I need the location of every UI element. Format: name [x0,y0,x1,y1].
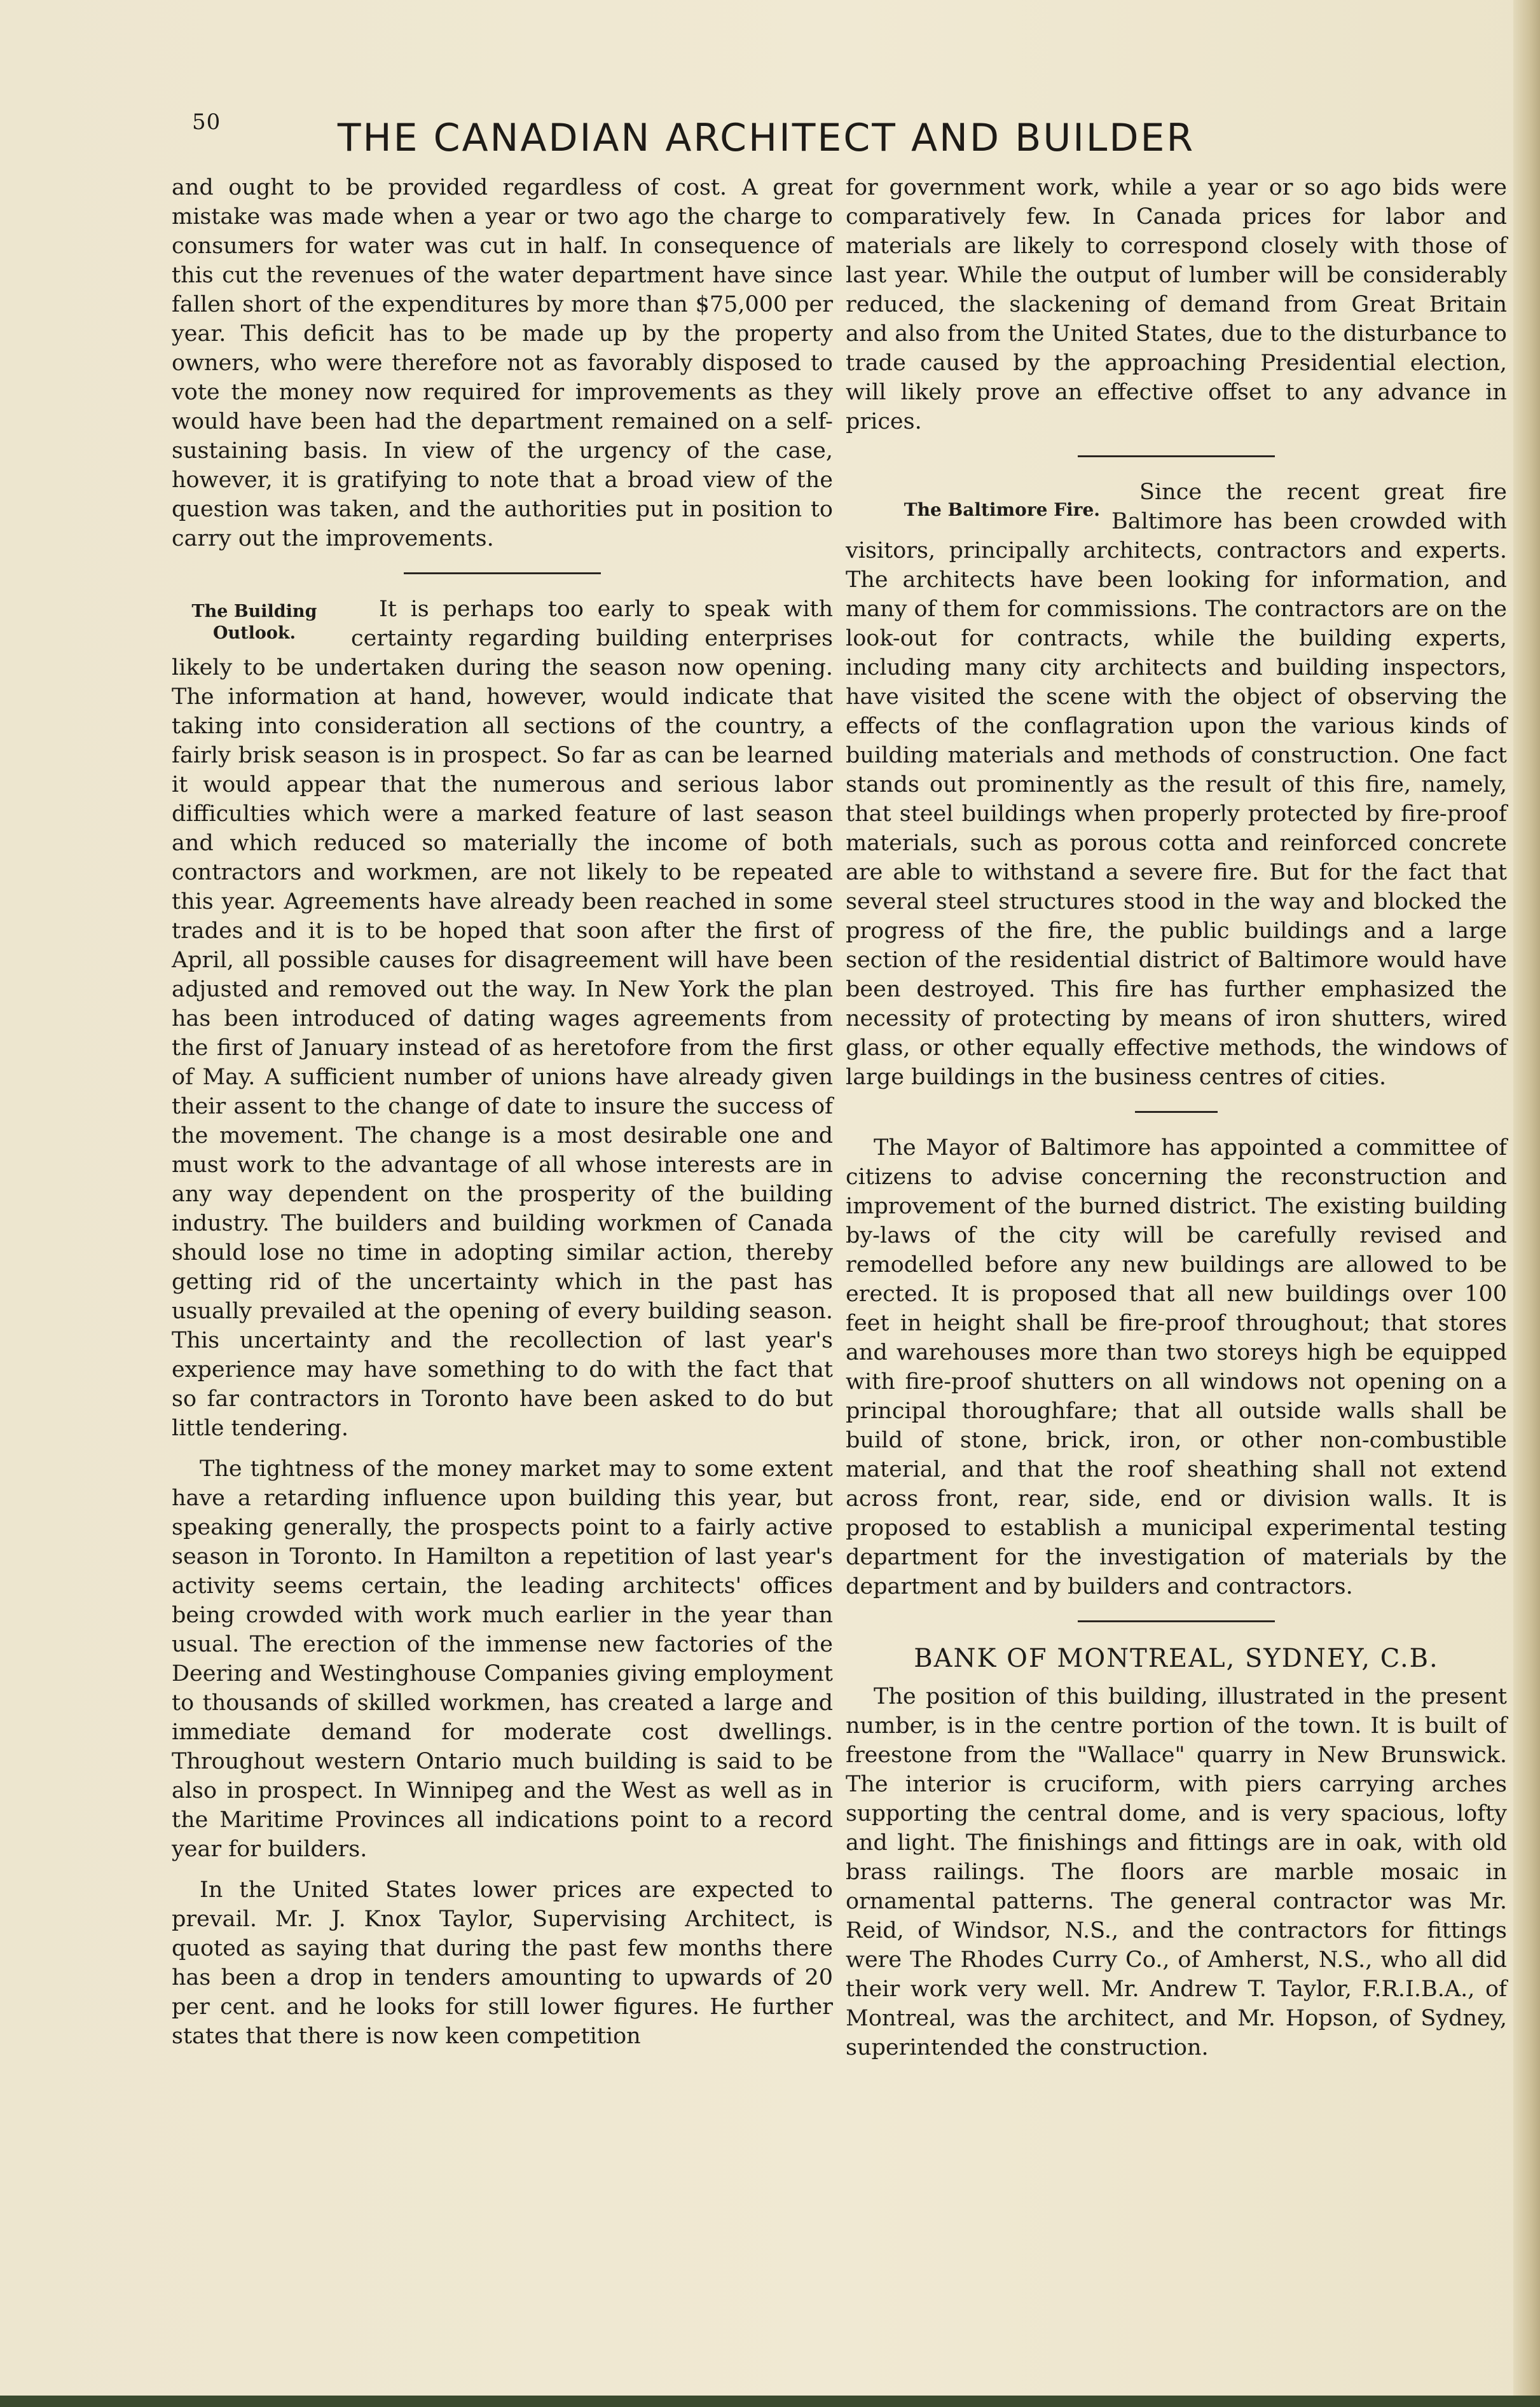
bottom-edge-strip [0,2396,1540,2407]
section-divider [1078,1620,1275,1622]
building-outlook-section [172,595,833,2051]
continuation-paragraph: for government work, while a year or so ago bids were comparatively few. In Canada prices for labor and materials are likely to correspond closely with those of last year. While the output of lumber will be considerably reduced, the slackening of demand from Great Britain and also from the United States, due to the disturbance to trade caused by the approaching Presidential election, will likely prove an effective offset to any advance in prices. [846,175,1507,434]
building-outlook-sidehead: The Building Outlook. [191,602,317,643]
running-title: THE CANADIAN ARCHITECT AND BUILDER [337,116,1195,160]
baltimore-fire-sidehead: The Baltimore Fire. [904,499,1100,520]
bank-of-montreal-paragraph: The position of this building, illustrated in the present number, is in the centre portion of the town. It is built of freestone from the "Wallace" quarry in New Brunswick. The interior is cruciform, with piers carrying arches supporting the central dome, and is very spacious, lofty and light. The finishings and fittings are in oak, with old brass railings. The floors are marble mosaic in ornamental patterns. The general contractor was Mr. Reid, of Windsor, N.S., and the contractors for fittings were The Rhodes Curry Co., of Amherst, N.S., who all did their work very well. Mr. Andrew T. Taylor, F.R.I.B.A., of Montreal, was the architect, and Mr. Hopson, of Sydney, superintended the construction. [846,1684,1507,2060]
intro-paragraph: and ought to be provided regardless of cost. A great mistake was made when a year or two ago the charge to consumers for water was cut in half. In consequence of this cut the revenues of the water department have since fallen short of the expenditures by more than $75,000 per year. This deficit has to be made up by the property owners, who were therefore not as favorably disposed to vote the money now required for improvements as they would have been had the department remained on a self-sustaining basis. In view of the urgency of the case, however, it is gratifying to note that a broad view of the question was taken, and the authorities put in position to carry out the improvements. [172,175,833,551]
bank-of-montreal-title: BANK OF MONTREAL, SYDNEY, C.B. [914,1644,1439,1673]
right-column [846,173,1507,2074]
baltimore-fire-paragraph-2: The Mayor of Baltimore has appointed a committee of citizens to advise concerning the reconstruction and improvement of the burned district. The existing building by-laws of the city will be carefully revised and remodelled before any new buildings are allowed to be erected. It is proposed that all new buildings over 100 feet in height shall be fire-proof throughout; that stores and warehouses more than two storeys high be equipped with fire-proof shutters on all windows not opening on a principal thoroughfare; that all outside walls shall be build of stone, brick, iron, or other non-combustible material, and that the roof sheathing shall not extend across front, rear, side, end or division walls. It is proposed to establish a municipal experimental testing department for the investigation of materials by the department and by builders and contractors. [846,1135,1507,1599]
short-divider [1135,1111,1218,1113]
baltimore-fire-paragraph-1: Since the recent great fire Baltimore has been crowded with visitors, principally architects, contractors and experts. The architects have been looking for information, and many of them for commissions. The contractors are on the look-out for contracts, while the building experts, including many city architects and building inspectors, have visited the scene with the object of observing the effects of the conflagration upon the various kinds of building materials and methods of construction. One fact stands out prominently as the result of this fire, namely, that steel buildings when properly protected by fire-proof materials, such as porous cotta and reinforced concrete are able to withstand a severe fire. But for the fact that several steel structures stood in the way and blocked the progress of the fire, the public buildings and a large section of the residential district of Baltimore would have been destroyed. This fire has further emphasized the necessity of protecting by means of iron shutters, wired glass, or other equally effective methods, the windows of large buildings in the business centres of cities. [846,479,1508,1090]
building-outlook-paragraph-2: The tightness of the money market may to some extent have a retarding influence upon building this year, but speaking generally, the prospects point to a fairly active season in Toronto. In Hamilton a repetition of last year's activity seems certain, the leading architects' offices being crowded with work much earlier in the year than usual. The erection of the immense new factories of the Deering and Westinghouse Companies giving employment to thousands of skilled workmen, has created a large and immediate demand for moderate cost dwellings. Throughout western Ontario much building is said to be also in prospect. In Winnipeg and the West as well as in the Maritime Provinces all indications point to a record year for builders. [172,1456,833,1862]
page-edge-shadow [1513,0,1540,2407]
baltimore-fire-section [846,478,1507,1601]
building-outlook-paragraph-3: In the United States lower prices are expected to prevail. Mr. J. Knox Taylor, Supervising Architect, is quoted as saying that during the past few months there has been a drop in tenders amounting to upwards of 20 per cent. and he looks for still lower figures. He further states that there is now keen competition [172,1877,833,2049]
section-divider [404,572,601,574]
left-column [172,173,833,2062]
page-number: 50 [192,109,221,135]
building-outlook-paragraph-1: It is perhaps too early to speak with certainty regarding building enterprises likely to be undertaken during the season now opening. The information at hand, however, would indicate that taking into consideration all sections of the country, a fairly brisk season is in prospect. So far as can be learned it would appear that the numerous and serious labor difficulties which were a marked feature of last season and which reduced so materially the income of both contractors and workmen, are not likely to be repeated this year. Agreements have already been reached in some trades and it is to be hoped that soon after the first of April, all possible causes for disagreement will have been adjusted and removed out the way. In New York the plan has been introduced of dating wages agreements from the first of January instead of as heretofore from the first of May. A sufficient number of unions have already given their assent to the change of date to insure the success of the movement. The change is a most desirable one and must work to the advantage of all whose interests are in any way dependent on the prosperity of the building industry. The builders and building workmen of Canada should lose no time in adopting similar action, thereby getting rid of the uncertainty which in the past has usually prevailed at the opening of every building season. This uncertainty and the recollection of last year's experience may have something to do with the fact that so far contractors in Toronto have been asked to do but little tendering. [172,597,833,1441]
bank-of-montreal-section [846,1644,1507,2062]
section-divider [1078,455,1275,457]
